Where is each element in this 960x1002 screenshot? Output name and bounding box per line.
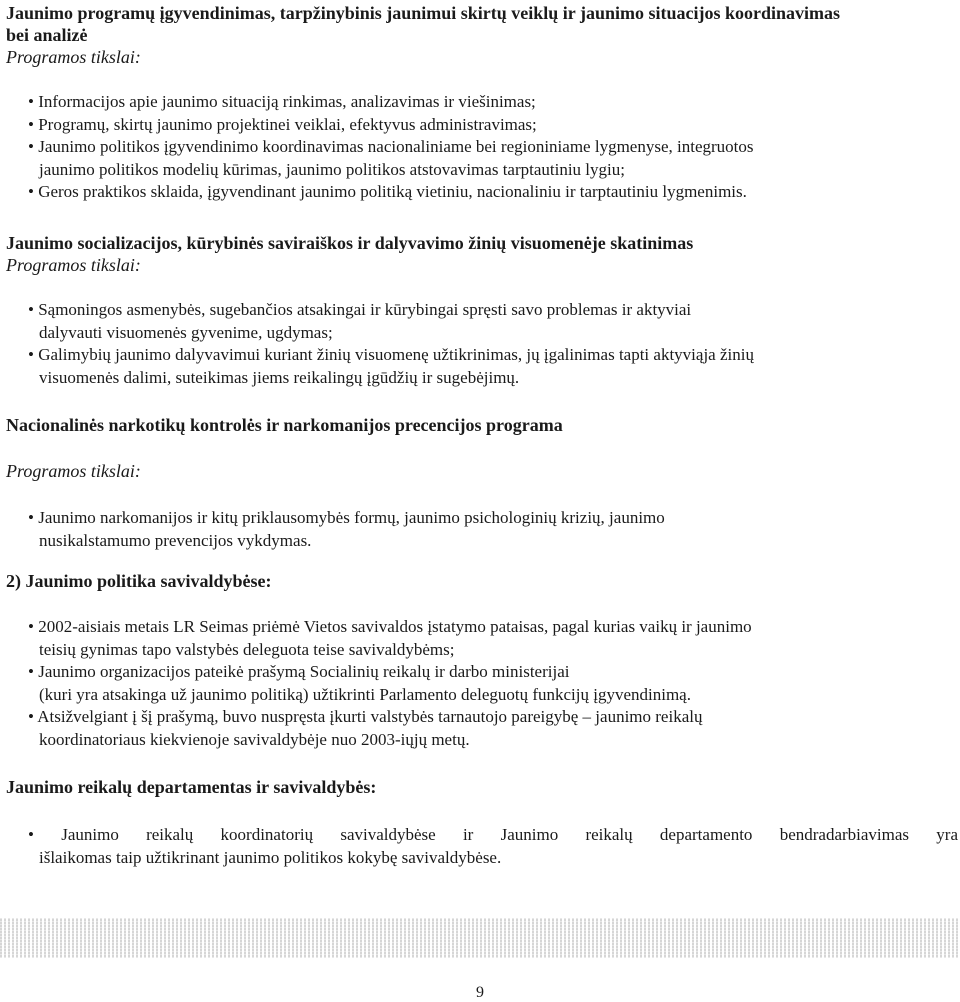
bullet-item-cont: koordinatoriaus kiekvienoje savivaldybėje nuo 2003-iųjų metų. [39, 729, 470, 749]
bullet-item: • Informacijos apie jaunimo situaciją rinkimas, analizavimas ir viešinimas; [28, 92, 536, 111]
section-heading: Jaunimo programų įgyvendinimas, tarpžinybinis jaunimui skirtų veiklų ir jaunimo situacijos koordinavimas [6, 3, 840, 23]
bullet-item: • Galimybių jaunimo dalyvavimui kuriant žinių visuomenę užtikrinimas, jų įgalinimas tapti aktyviąja žinių [28, 345, 754, 364]
section-heading: Jaunimo socializacijos, kūrybinės saviraiškos ir dalyvavimo žinių visuomenėje skatinimas [6, 233, 694, 253]
bullet-item: • Programų, skirtų jaunimo projektinei veiklai, efektyvus administravimas; [28, 114, 537, 134]
bullet-list [28, 91, 938, 204]
section-subheading: Programos tikslai: [6, 255, 141, 275]
bullet-item-cont: jaunimo politikos modelių kūrimas, jaunimo politikos atstovavimas tarptautiniu lygiu; [39, 159, 625, 179]
bullet-item: • Sąmoningos asmenybės, sugebančios atsakingai ir kūrybingai spręsti savo problemas ir aktyviai [28, 300, 692, 319]
section-municipal-policy [6, 570, 956, 592]
bullet-item: • Jaunimo politikos įgyvendinimo koordinavimas nacionaliniame bei regioniniame lygmenyse, integruotos [28, 137, 754, 156]
bullet-item: • Jaunimo organizacijos pateikė prašymą Socialinių reikalų ir darbo ministerijai [28, 662, 570, 681]
page-number: 9 [476, 984, 484, 1001]
bullet-item: • Atsižvelgiant į šį prašymą, buvo nuspręsta įkurti valstybės tarnautojo pareigybę – jaunimo reikalų [28, 707, 703, 726]
section-heading-cont: bei analizė [6, 25, 88, 45]
bullet-item-cont: visuomenės dalimi, suteikimas jiems reikalingų įgūdžių ir sugebėjimų. [39, 367, 520, 387]
bullet-item: • 2002-aisiais metais LR Seimas priėmė Vietos savivaldos įstatymo pataisas, pagal kurias vaikų ir jaunimo [28, 617, 752, 636]
section-heading: Jaunimo reikalų departamentas ir savivaldybės: [6, 777, 377, 797]
bullet-list [28, 824, 958, 869]
section-drug-control [6, 414, 956, 436]
section-socialization [6, 232, 956, 276]
section-heading: Nacionalinės narkotikų kontrolės ir narkomanijos precencijos programa [6, 415, 563, 435]
bullet-item: • Jaunimo reikalų koordinatorių savivaldybėse ir Jaunimo reikalų departamento bendradarbiavimas yra [28, 825, 958, 844]
section-youth-programs [6, 2, 956, 68]
section-drug-control-sub [6, 460, 141, 482]
bullet-list [28, 299, 938, 389]
bullet-item-cont: išlaikomas taip užtikrinant jaunimo politikos kokybę savivaldybėse. [39, 847, 502, 867]
section-youth-department [6, 776, 956, 798]
section-heading: 2) Jaunimo politika savivaldybėse: [6, 571, 272, 591]
bullet-item: • Geros praktikos sklaida, įgyvendinant jaunimo politiką vietiniu, nacionaliniu ir tarptautiniu lygmenimis. [28, 182, 747, 201]
bullet-item: • Jaunimo narkomanijos ir kitų priklausomybės formų, jaunimo psichologinių krizių, jaunimo [28, 508, 665, 527]
footer-decorative-band [0, 918, 960, 958]
bullet-item-cont: nusikalstamumo prevencijos vykdymas. [39, 530, 312, 550]
bullet-list [28, 616, 938, 751]
bullet-list [28, 507, 938, 552]
section-subheading: Programos tikslai: [6, 47, 141, 67]
bullet-item-cont: dalyvauti visuomenės gyvenime, ugdymas; [39, 322, 333, 342]
bullet-item-cont: teisių gynimas tapo valstybės deleguota teise savivaldybėms; [39, 639, 455, 659]
section-subheading: Programos tikslai: [6, 461, 141, 481]
bullet-item-cont: (kuri yra atsakinga už jaunimo politiką) užtikrinti Parlamento deleguotų funkcijų įgyvendinimą. [39, 684, 691, 704]
